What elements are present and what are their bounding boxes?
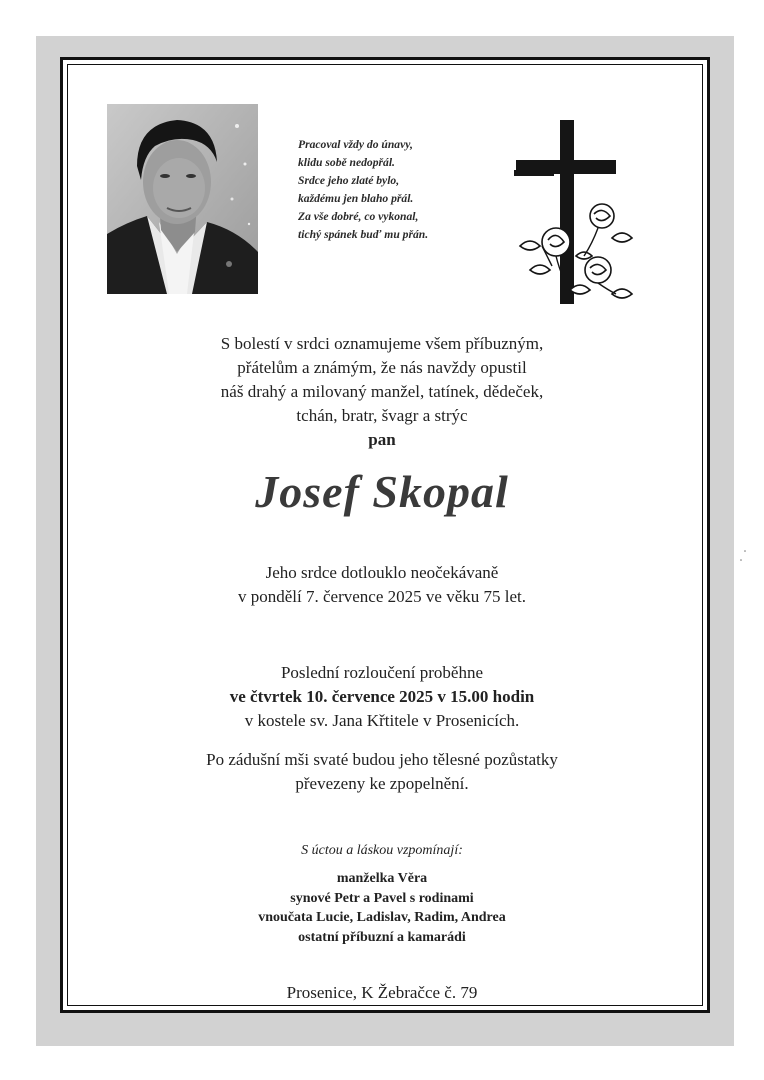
address: Prosenice, K Žebračce č. 79	[286, 983, 478, 1002]
poem	[298, 136, 498, 244]
mourners-heading: S úctou a láskou vzpomínají:	[301, 843, 463, 858]
poem-line: Pracoval vždy do únavy,	[298, 138, 413, 151]
death-line: Jeho srdce dotlouklo neočekávaně	[265, 563, 499, 582]
mourner-item: manželka Věra	[336, 871, 428, 886]
mourner-item: synové Petr a Pavel s rodinami	[290, 890, 474, 906]
mourners-list	[100, 869, 664, 947]
announcement-line: S bolestí v srdci oznamujeme všem příbuzným,	[220, 334, 544, 353]
farewell-date: ve čtvrtek 10. července 2025 v 15.00 hodin	[229, 687, 535, 706]
farewell-info	[100, 661, 664, 733]
mourner-item: ostatní příbuzní a kamarádi	[298, 929, 466, 945]
farewell-line: Poslední rozloučení proběhne	[280, 663, 484, 682]
mourner-item: vnoučata Lucie, Ladislav, Radim, Andrea	[258, 910, 506, 925]
death-info	[100, 561, 664, 609]
cremation-info	[100, 748, 664, 796]
death-line: v pondělí 7. července 2025 ve věku 75 let.	[238, 587, 526, 606]
announcement-line: náš drahý a milovaný manžel, tatínek, dědeček,	[220, 382, 544, 401]
poem-line: každému jen blaho přál.	[298, 192, 414, 205]
deceased-name: Josef Skopal	[255, 466, 509, 517]
poem-line: tichý spánek buď mu přán.	[298, 228, 429, 241]
announcement-line: přátelům a známým, že nás navždy opustil	[237, 358, 527, 377]
poem-line: klidu sobě nedopřál.	[298, 156, 395, 169]
cremation-line: Po zádušní mši svaté budou jeho tělesné pozůstatky	[206, 750, 558, 769]
cross-with-roses-icon	[512, 120, 638, 310]
scan-specks	[735, 545, 755, 565]
announcement-line: tchán, bratr, švagr a strýc	[296, 406, 468, 425]
portrait-photo-image	[107, 104, 258, 294]
poem-line: Za vše dobré, co vykonal,	[298, 210, 419, 223]
announcement	[100, 332, 664, 452]
portrait-photo	[107, 104, 258, 294]
poem-line: Srdce jeho zlaté bylo,	[298, 174, 400, 187]
cremation-line: převezeny ke zpopelnění.	[295, 774, 469, 793]
title-word: pan	[368, 430, 396, 449]
farewell-place: v kostele sv. Jana Křtitele v Prosenicích.	[244, 711, 520, 730]
